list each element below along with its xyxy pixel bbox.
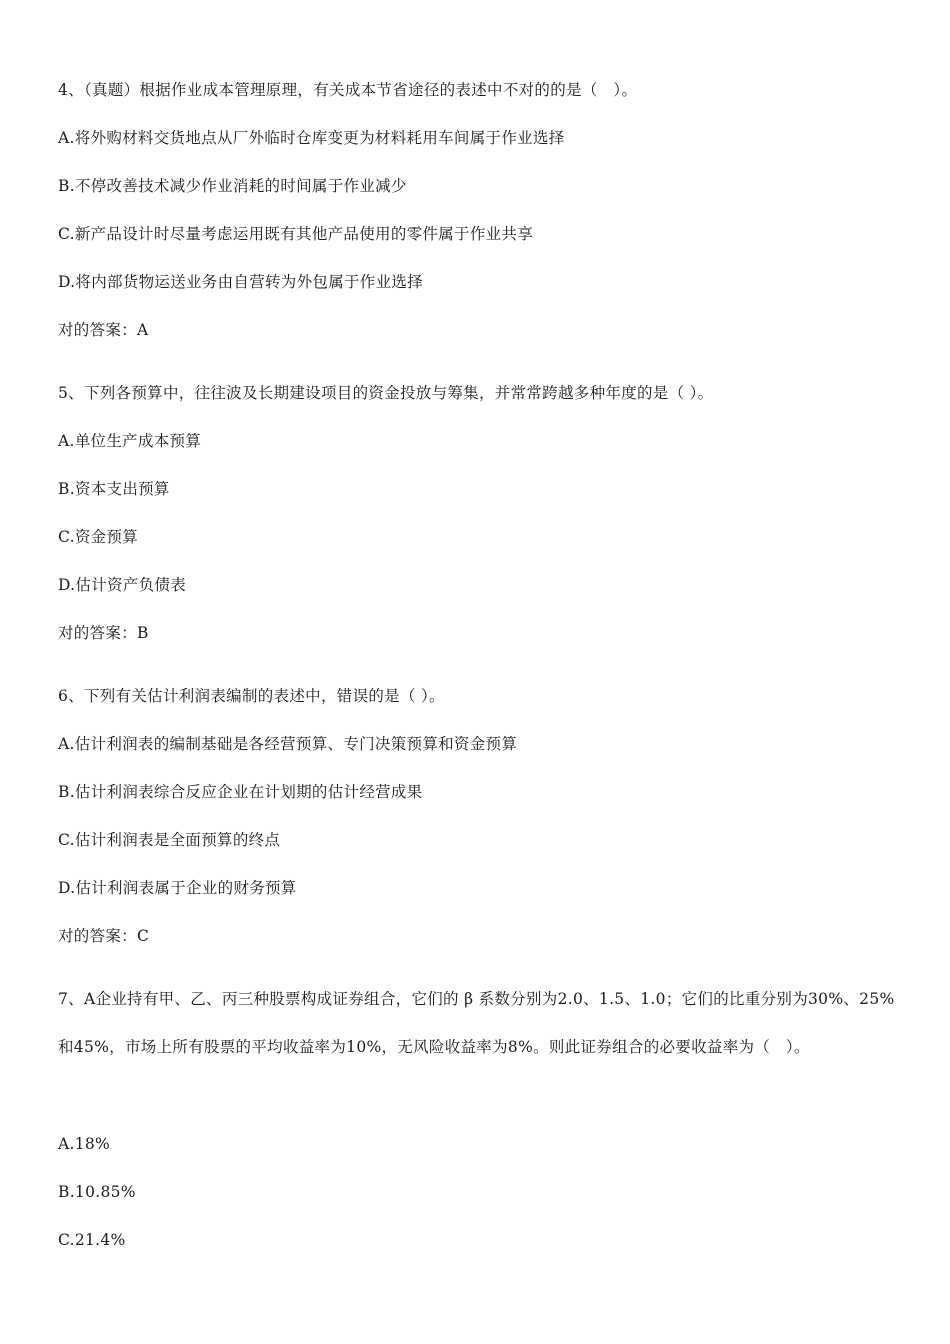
question-5-option-d: D.估计资产负债表 xyxy=(58,576,187,594)
question-6-option-a: A.估计利润表的编制基础是各经营预算、专门决策预算和资金预算 xyxy=(58,735,518,753)
question-5-option-a: A.单位生产成本预算 xyxy=(58,432,202,450)
question-6-option-d: D.估计利润表属于企业的财务预算 xyxy=(58,879,297,897)
question-5-option-c: C.资金预算 xyxy=(58,528,139,546)
question-5-answer: 对的答案：B xyxy=(58,624,149,642)
question-4-stem: 4、（真题）根据作业成本管理原理，有关成本节省途径的表述中不对的的是（ ）。 xyxy=(58,81,638,99)
question-4-answer: 对的答案：A xyxy=(58,321,149,339)
question-4-option-d: D.将内部货物运送业务由自营转为外包属于作业选择 xyxy=(58,273,424,291)
question-7-option-b: B.10.85% xyxy=(58,1183,136,1201)
question-4-option-a: A.将外购材料交货地点从厂外临时仓库变更为材料耗用车间属于作业选择 xyxy=(58,129,565,147)
question-6-option-c: C.估计利润表是全面预算的终点 xyxy=(58,831,281,849)
question-7-option-c: C.21.4% xyxy=(58,1231,126,1249)
question-7-stem: 7、A企业持有甲、乙、丙三种股票构成证券组合，它们的 β 系数分别为2.0、1.5、1.0；它们的比重分别为30%、25%和45%，市场上所有股票的平均收益率为10%，无风险收益率为8%。则此证券组合的必要收益率为（ ）。 xyxy=(58,990,895,1056)
question-5-stem: 5、下列各预算中，往往波及长期建设项目的资金投放与筹集，并常常跨越多种年度的是（ ）。 xyxy=(58,384,714,402)
question-5-option-b: B.资本支出预算 xyxy=(58,480,170,498)
question-6-answer: 对的答案：C xyxy=(58,927,150,945)
question-4-option-c: C.新产品设计时尽量考虑运用既有其他产品使用的零件属于作业共享 xyxy=(58,225,534,243)
question-4-option-b: B.不停改善技术减少作业消耗的时间属于作业减少 xyxy=(58,177,407,195)
question-7-option-a: A.18% xyxy=(58,1135,111,1153)
question-6-stem: 6、下列有关估计利润表编制的表述中，错误的是（ ）。 xyxy=(58,687,445,705)
question-6-option-b: B.估计利润表综合反应企业在计划期的估计经营成果 xyxy=(58,783,423,801)
